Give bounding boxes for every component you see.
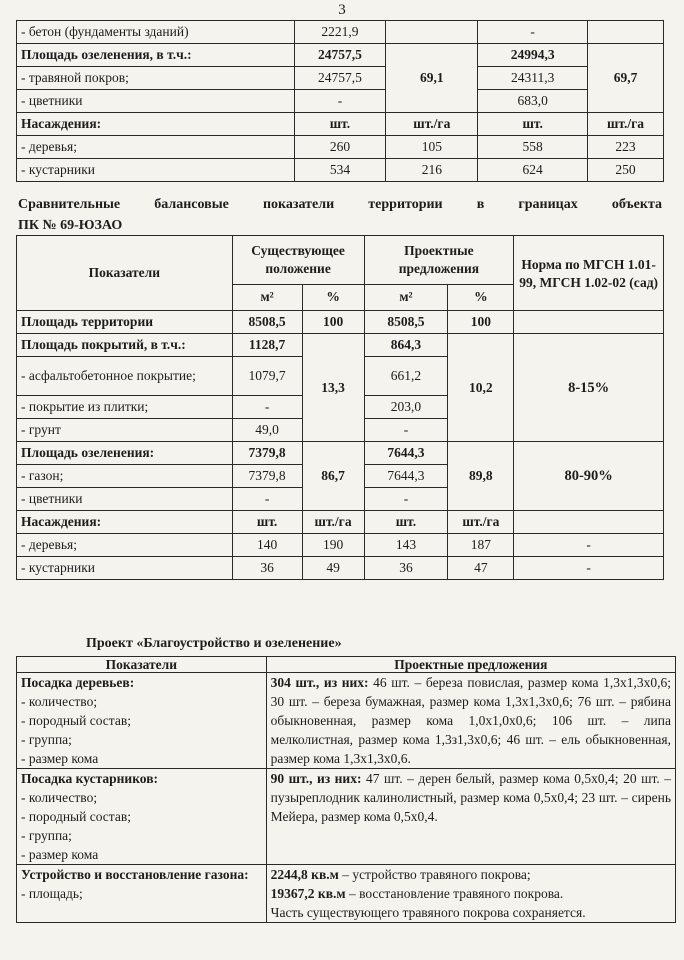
- table-row: [17, 557, 664, 580]
- row-label: - кустарники: [17, 557, 233, 580]
- proposal-area: 2244,8 кв.м: [270, 867, 339, 882]
- cell-value: 250: [588, 159, 664, 182]
- row-label: - покрытие из плитки;: [17, 396, 233, 419]
- cell-value: 661,2: [364, 357, 448, 396]
- cell-value: 143: [364, 534, 448, 557]
- cell-empty: [588, 21, 664, 44]
- list-item: - количество;: [21, 694, 98, 709]
- cell-unit: шт./га: [448, 511, 514, 534]
- cell-value: 1128,7: [232, 334, 302, 357]
- proposal-text: 47 шт. – дерен белый, размер кома 0,5х0,4; 20 шт. – пузыреплодник калинолистный, размер кома 0,5х0,4; 23 шт. – сирень Мейера, размер кома 0,5х0,4.: [270, 771, 671, 824]
- cell-value: 8508,5: [232, 311, 302, 334]
- unit-m2: м²: [364, 284, 448, 310]
- table-row: [17, 442, 664, 465]
- proposal-line: Часть существующего травяного покрова сохраняется.: [270, 905, 586, 920]
- object-code: ПК № 69-ЮЗАО: [18, 218, 123, 233]
- cell-value: 36: [364, 557, 448, 580]
- list-item: - размер кома: [21, 847, 99, 862]
- proposal-cell: [266, 673, 675, 769]
- cell-unit: шт.: [294, 113, 386, 136]
- list-item: - группа;: [21, 732, 72, 747]
- table-row: [17, 44, 664, 67]
- cell-value: 558: [478, 136, 588, 159]
- cell-percent: 69,1: [386, 44, 478, 113]
- table-row: [17, 511, 664, 534]
- cell-value: 24757,5: [294, 67, 386, 90]
- cell-value: 47: [448, 557, 514, 580]
- header-indicator: Показатели: [17, 657, 267, 673]
- cell-unit: шт./га: [302, 511, 364, 534]
- section-heading: Сравнительные балансовые показатели территории в границах объекта: [18, 197, 662, 212]
- section-title: Посадка кустарников:: [21, 771, 159, 786]
- cell-norm: 8-15%: [514, 334, 664, 442]
- unit-m2: м²: [232, 284, 302, 310]
- row-label: Площадь озеленения, в т.ч.:: [17, 44, 295, 67]
- row-label: Насаждения:: [17, 511, 233, 534]
- cell-percent: 86,7: [302, 442, 364, 511]
- cell-empty: [514, 311, 664, 334]
- proposal-area: 19367,2 кв.м: [270, 886, 346, 901]
- cell-percent: 13,3: [302, 334, 364, 442]
- balance-table-continued: [16, 20, 664, 182]
- header-project: Проектные предложения: [364, 236, 514, 285]
- list-item: - площадь;: [21, 886, 83, 901]
- proposal-line: [271, 884, 671, 903]
- table-header-row: [17, 657, 676, 673]
- table-row: [17, 136, 664, 159]
- row-label: - асфальтобетонное покрытие;: [17, 357, 233, 396]
- table-row: [17, 21, 664, 44]
- cell-unit: шт.: [232, 511, 302, 534]
- row-label-cell: [17, 769, 267, 865]
- row-label: Площадь покрытий, в т.ч.:: [17, 334, 233, 357]
- section-title: Посадка деревьев:: [21, 675, 135, 690]
- cell-value: -: [232, 488, 302, 511]
- row-label: - цветники: [17, 90, 295, 113]
- cell-value: 105: [386, 136, 478, 159]
- proposal-total: 90 шт., из них:: [270, 771, 362, 786]
- cell-norm: -: [514, 534, 664, 557]
- cell-percent: 100: [448, 311, 514, 334]
- row-label: Насаждения:: [17, 113, 295, 136]
- cell-percent: 100: [302, 311, 364, 334]
- cell-value: 36: [232, 557, 302, 580]
- cell-value: 49: [302, 557, 364, 580]
- table-row: [17, 67, 664, 90]
- table-header-row: [17, 236, 664, 285]
- proposal-text: – устройство травяного покрова;: [338, 867, 531, 882]
- row-label: - кустарники: [17, 159, 295, 182]
- cell-value: 864,3: [364, 334, 448, 357]
- row-label: - цветники: [17, 488, 233, 511]
- cell-value: 7379,8: [232, 442, 302, 465]
- proposal-cell: [266, 769, 675, 865]
- list-item: - размер кома: [21, 751, 99, 766]
- cell-unit: шт.: [364, 511, 448, 534]
- cell-value: -: [478, 21, 588, 44]
- row-label: Площадь озеленения:: [17, 442, 233, 465]
- proposal-cell: [266, 865, 675, 923]
- cell-value: -: [364, 488, 448, 511]
- proposal-text: – восстановление травяного покрова.: [345, 886, 564, 901]
- row-label-cell: [17, 865, 267, 923]
- cell-value: -: [232, 396, 302, 419]
- section-heading: Проект «Благоустройство и озеленение»: [86, 636, 342, 651]
- cell-value: 7644,3: [364, 442, 448, 465]
- header-norm: Норма по МГСН 1.01-99, МГСН 1.02-02 (сад): [514, 236, 664, 311]
- cell-percent: 89,8: [448, 442, 514, 511]
- cell-value: 203,0: [364, 396, 448, 419]
- proposal-line: [271, 865, 671, 884]
- header-proposals: Проектные предложения: [266, 657, 675, 673]
- cell-value: 140: [232, 534, 302, 557]
- row-label: - деревья;: [17, 136, 295, 159]
- list-item: - количество;: [21, 790, 98, 805]
- header-existing: Существующее положение: [232, 236, 364, 285]
- row-label: - бетон (фундаменты зданий): [17, 21, 295, 44]
- cell-value: 7644,3: [364, 465, 448, 488]
- header-indicator: Показатели: [17, 236, 233, 311]
- cell-value: 683,0: [478, 90, 588, 113]
- row-label: - травяной покров;: [17, 67, 295, 90]
- list-item: - породный состав;: [21, 809, 131, 824]
- cell-value: 624: [478, 159, 588, 182]
- cell-value: 187: [448, 534, 514, 557]
- unit-percent: %: [448, 284, 514, 310]
- cell-value: 8508,5: [364, 311, 448, 334]
- project-table: [16, 656, 676, 923]
- cell-percent: 69,7: [588, 44, 664, 113]
- cell-value: 1079,7: [232, 357, 302, 396]
- row-label-cell: [17, 673, 267, 769]
- cell-value: 190: [302, 534, 364, 557]
- cell-value: 260: [294, 136, 386, 159]
- table-row: [17, 673, 676, 769]
- cell-value: 24311,3: [478, 67, 588, 90]
- page-number: 3: [338, 2, 346, 18]
- cell-value: 24994,3: [478, 44, 588, 67]
- list-item: - породный состав;: [21, 713, 131, 728]
- cell-value: 49,0: [232, 419, 302, 442]
- table-row: [17, 865, 676, 923]
- table-row: [17, 113, 664, 136]
- cell-value: 24757,5: [294, 44, 386, 67]
- cell-value: -: [294, 90, 386, 113]
- table-row: [17, 534, 664, 557]
- table-row: [17, 159, 664, 182]
- cell-norm: -: [514, 557, 664, 580]
- cell-unit: шт./га: [588, 113, 664, 136]
- cell-value: 223: [588, 136, 664, 159]
- table-row: [17, 334, 664, 357]
- table-row: [17, 769, 676, 865]
- cell-unit: шт.: [478, 113, 588, 136]
- balance-table: [16, 235, 664, 580]
- row-label: Площадь территории: [17, 311, 233, 334]
- unit-percent: %: [302, 284, 364, 310]
- proposal-text: 46 шт. – береза повислая, размер кома 1,3х1,3х0,6; 30 шт. – береза бумажная, размер кома 1,3х1,3х0,6; 76 шт. – рябина обыкновенная, размер кома 1,0х1,0х0,6; 106 шт. – липа мелколистная, размер кома 1,3з1,3х0,6; 46 шт. – ель обыкновенная, размер кома 1,3х1,3х0,6.: [270, 675, 671, 766]
- cell-empty: [514, 511, 664, 534]
- row-label: - газон;: [17, 465, 233, 488]
- cell-unit: шт./га: [386, 113, 478, 136]
- cell-value: -: [364, 419, 448, 442]
- table-row: [17, 311, 664, 334]
- cell-percent: 10,2: [448, 334, 514, 442]
- row-label: - деревья;: [17, 534, 233, 557]
- section-title: Устройство и восстановление газона:: [21, 867, 249, 882]
- list-item: - группа;: [21, 828, 72, 843]
- cell-value: 7379,8: [232, 465, 302, 488]
- cell-value: 216: [386, 159, 478, 182]
- row-label: - грунт: [17, 419, 233, 442]
- table-row: [17, 90, 664, 113]
- cell-norm: 80-90%: [514, 442, 664, 511]
- cell-empty: [386, 21, 478, 44]
- cell-value: 534: [294, 159, 386, 182]
- proposal-total: 304 шт., из них:: [270, 675, 369, 690]
- cell-value: 2221,9: [294, 21, 386, 44]
